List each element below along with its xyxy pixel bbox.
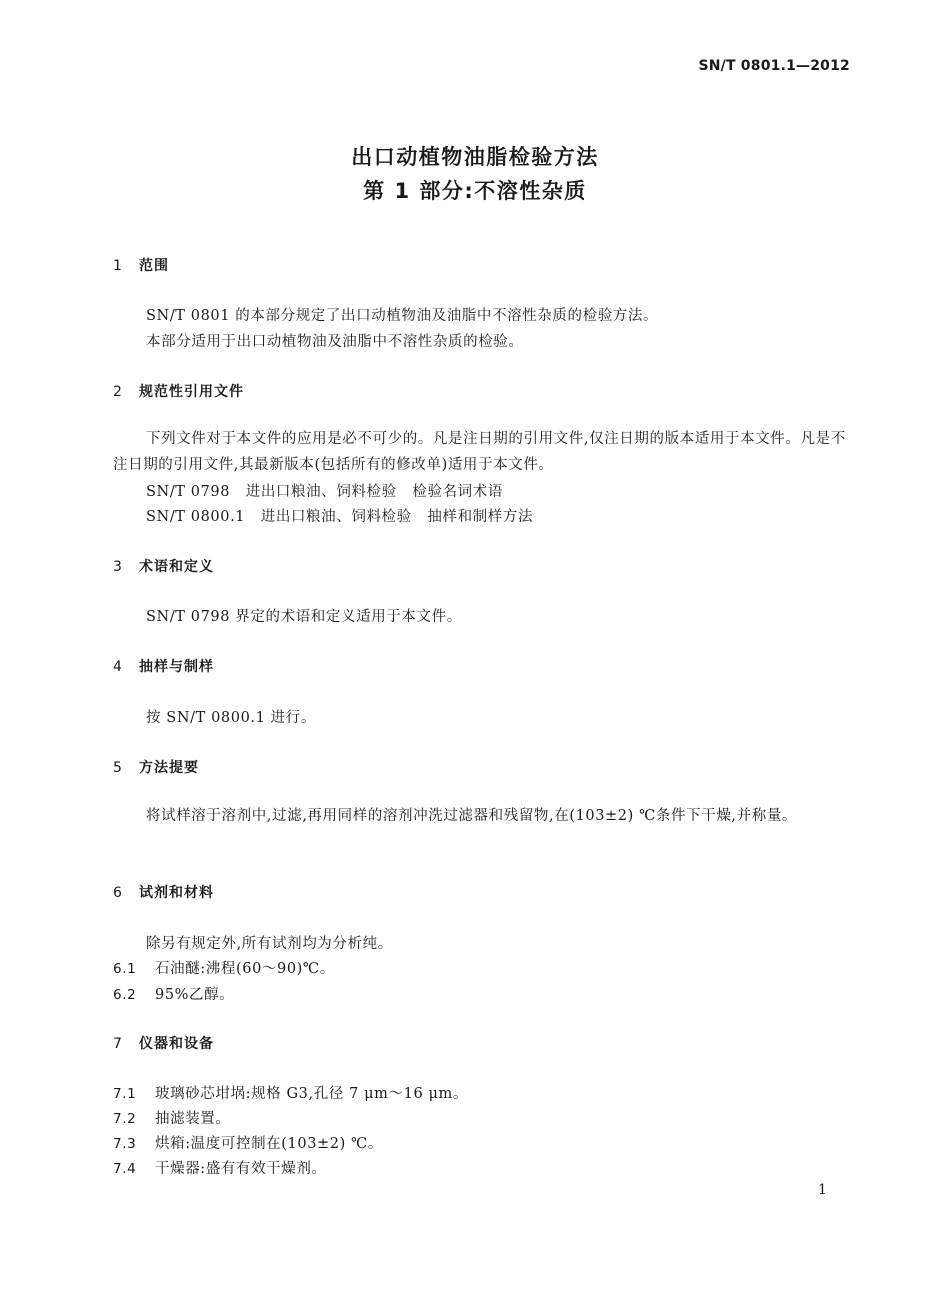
document-title	[0, 140, 950, 208]
section-2-heading	[113, 381, 244, 401]
section-1-heading	[113, 255, 169, 275]
subclause-number: 7.1	[113, 1086, 137, 1102]
subclause-6-2	[113, 983, 234, 1004]
section-title: 术语和定义	[139, 559, 214, 575]
section-title: 抽样与制样	[139, 659, 214, 675]
title-line-1: 出口动植物油脂检验方法	[351, 145, 599, 169]
section-title: 试剂和材料	[139, 885, 214, 901]
section-number: 5	[113, 760, 123, 776]
subclause-text: 95%乙醇。	[155, 987, 235, 1003]
subclause-text: 玻璃砂芯坩埚:规格 G3,孔径 7 μm～16 μm。	[155, 1086, 468, 1102]
reference-sn-t-0800-1: SN/T 0800.1 进出口粮油、饲料检验 抽样和制样方法	[146, 509, 534, 525]
subclause-number: 6.1	[113, 961, 137, 977]
section-4-heading	[113, 656, 214, 676]
section-5-heading	[113, 757, 199, 777]
section-number: 2	[113, 384, 123, 400]
subclause-number: 7.4	[113, 1161, 137, 1177]
section-5-paragraph-1: 将试样溶于溶剂中,过滤,再用同样的溶剂冲洗过滤器和残留物,在(103±2) ℃条件下干燥,并称量。	[146, 808, 798, 824]
section-6-heading	[113, 882, 214, 902]
title-line-2: 第 1 部分:不溶性杂质	[363, 179, 587, 203]
subclause-text: 抽滤装置。	[155, 1111, 231, 1127]
section-3-paragraph-1: SN/T 0798 界定的术语和定义适用于本文件。	[146, 609, 462, 625]
subclause-6-1	[113, 957, 335, 978]
section-title: 范围	[139, 258, 169, 274]
subclause-7-2	[113, 1107, 231, 1128]
section-title: 方法提要	[139, 760, 199, 776]
page-number: 1	[818, 1182, 827, 1198]
section-number: 4	[113, 659, 123, 675]
subclause-text: 烘箱:温度可控制在(103±2) ℃。	[155, 1136, 383, 1152]
subclause-text: 石油醚:沸程(60～90)℃。	[155, 961, 335, 977]
subclause-number: 6.2	[113, 987, 137, 1003]
section-number: 6	[113, 885, 123, 901]
section-6-paragraph-1: 除另有规定外,所有试剂均为分析纯。	[146, 936, 393, 952]
section-4-paragraph-1: 按 SN/T 0800.1 进行。	[146, 710, 316, 726]
standard-code: SN/T 0801.1—2012	[698, 58, 850, 74]
section-3-heading	[113, 556, 214, 576]
section-number: 1	[113, 258, 123, 274]
section-number: 7	[113, 1036, 123, 1052]
section-2-paragraph-1: 下列文件对于本文件的应用是必不可少的。凡是注日期的引用文件,仅注日期的版本适用于本文件。凡是不注日期的引用文件,其最新版本(包括所有的修改单)适用于本文件。	[113, 431, 846, 473]
subclause-text: 干燥器:盛有有效干燥剂。	[155, 1161, 327, 1177]
subclause-7-4	[113, 1157, 327, 1178]
subclause-number: 7.2	[113, 1111, 137, 1127]
section-1-paragraph-2: 本部分适用于出口动植物油及油脂中不溶性杂质的检验。	[146, 334, 524, 350]
section-7-heading	[113, 1033, 214, 1053]
section-title: 仪器和设备	[139, 1036, 214, 1052]
section-title: 规范性引用文件	[139, 384, 244, 400]
subclause-7-3	[113, 1132, 383, 1153]
section-1-paragraph-1: SN/T 0801 的本部分规定了出口动植物油及油脂中不溶性杂质的检验方法。	[146, 308, 659, 324]
subclause-7-1	[113, 1082, 468, 1103]
reference-sn-t-0798: SN/T 0798 进出口粮油、饲料检验 检验名词术语	[146, 484, 503, 500]
section-number: 3	[113, 559, 123, 575]
subclause-number: 7.3	[113, 1136, 137, 1152]
